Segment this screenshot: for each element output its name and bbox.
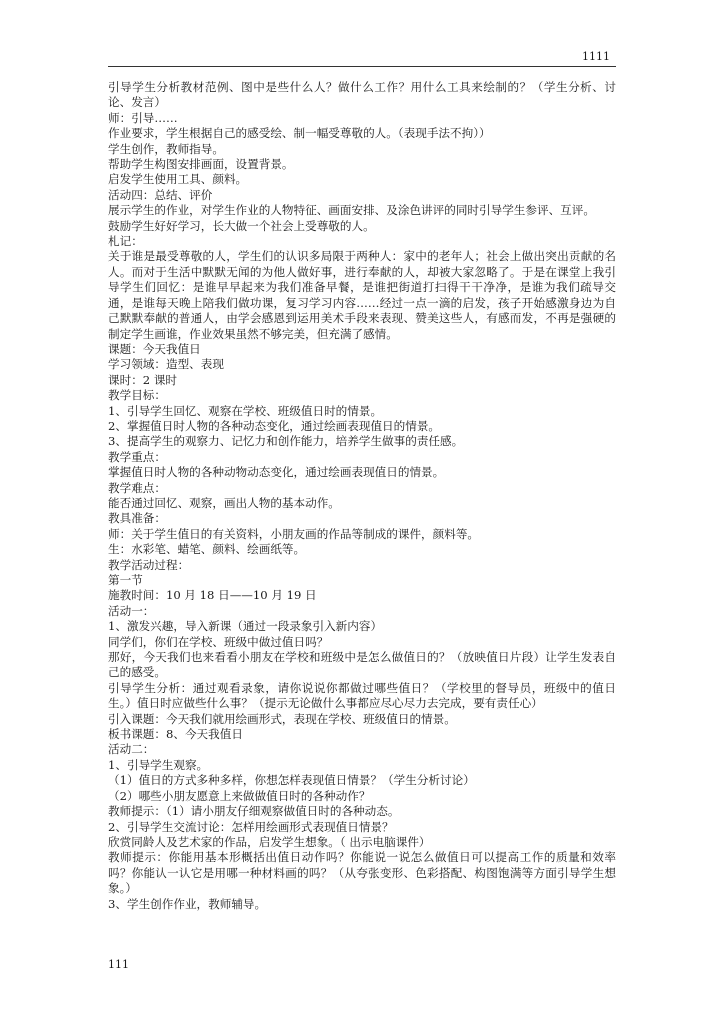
paragraph: 引入课题：今天我们就用绘画形式，表现在学校、班级值日的情景。	[108, 711, 456, 726]
paragraph: 学习领域：造型、表现	[108, 357, 224, 372]
paragraph: 掌握值日时人物的各种动物动态变化，通过绘画表现值日的情景。	[108, 465, 445, 480]
section-heading: 教学难点：	[108, 480, 166, 495]
paragraph: 那好，今天我们也来看看小朋友在学校和班级中是怎么做值日的？（放映值日片段）让学生发表自己的感受。	[108, 650, 616, 680]
document-body	[108, 80, 616, 912]
paragraph: 师：关于学生值日的有关资料，小朋友画的作品等制成的课件，颜料等。	[108, 526, 480, 541]
paragraph: 引导学生分析教材范例、图中是些什么人？做什么工作？用什么工具来绘制的？（学生分析、讨论、发言）	[108, 80, 616, 110]
section-heading: 教学活动过程：	[108, 557, 190, 572]
section-heading: 教学重点：	[108, 449, 166, 464]
paragraph: 课时：2 课时	[108, 372, 178, 387]
list-item: 3、提高学生的观察力、记忆力和创作能力，培养学生做事的责任感。	[108, 434, 464, 449]
list-item: 1、引导学生回忆、观察在学校、班级值日时的情景。	[108, 403, 383, 418]
footer-page-number: 111	[108, 958, 129, 971]
paragraph: 同学们，你们在学校、班级中做过值日吗？	[108, 634, 329, 649]
section-heading: 活动四：总结、评价	[108, 187, 213, 202]
paragraph: 生：水彩笔、蜡笔、颜料、绘画纸等。	[108, 542, 306, 557]
paragraph: 师：引导……	[108, 110, 178, 125]
list-item: （1）值日的方式多种多样，你想怎样表现值日情景？（学生分析讨论）	[108, 773, 475, 788]
list-item: 1、激发兴趣，导入新课（通过一段录象引入新内容）	[108, 619, 383, 634]
section-heading: 札记：	[108, 234, 143, 249]
section-heading: 教学目标：	[108, 388, 166, 403]
paragraph: 作业要求，学生根据自己的感受绘、制一幅受尊敬的人。（表现手法不拘））	[108, 126, 491, 141]
paragraph: 帮助学生构图安排画面，设置背景。	[108, 157, 294, 172]
list-item: 1、引导学生观察。	[108, 757, 209, 772]
list-item: （2）哪些小朋友愿意上来做做值日时的各种动作？	[108, 788, 371, 803]
list-item: 2、掌握值日时人物的各种动态变化，通过绘画表现值日的情景。	[108, 418, 441, 433]
paragraph: 学生创作，教师指导。	[108, 141, 224, 156]
list-item: 2、引导学生交流讨论：怎样用绘画形式表现值日情景？	[108, 819, 394, 834]
list-item: 3、学生创作作业，教师辅导。	[108, 896, 267, 911]
paragraph: 欣赏同龄人及艺术家的作品，启发学生想象。（ 出示电脑课件）	[108, 834, 431, 849]
paragraph: 板书课题：8、今天我值日	[108, 727, 243, 742]
paragraph: 关于谁是最受尊敬的人，学生们的认识多局限于两种人：家中的老年人；社会上做出突出贡献的名人。而对于生活中默默无闻的为他人做好事，进行奉献的人，却被大家忽略了。于是在课堂上我引导学生们回忆：是谁早早起来为我们准备早餐，是谁把街道打扫得干干净净，是谁为我们疏导交通，是谁每天晚上陪我们做功课，复习学习内容……经过一点一滴的启发，孩子开始感激身边为自己默默奉献的普通人，由学会感恩到运用美术手段来表现、赞美这些人，有感而发，不再是强硬的制定学生画谁，作业效果虽然不够完美，但充满了感情。	[108, 249, 616, 341]
paragraph: 引导学生分析：通过观看录象，请你说说你都做过哪些值日？（学校里的督导员，班级中的值日生。）值日时应做些什么事？（提示无论做什么事都应尽心尽力去完成，要有责任心）	[108, 680, 616, 711]
section-heading: 活动一：	[108, 603, 155, 618]
paragraph: 启发学生使用工具、颜料。	[108, 172, 248, 187]
header-rule	[108, 66, 616, 67]
section-heading: 活动二：	[108, 742, 155, 757]
paragraph: 能否通过回忆、观察，画出人物的基本动作。	[108, 495, 340, 510]
header-page-number: 1111	[582, 50, 610, 63]
lesson-title: 课题：今天我值日	[108, 341, 201, 356]
paragraph: 教师提示：你能用基本形概括出值日动作吗？你能说一说怎么做值日可以提高工作的质量和效率吗？你能认一认它是用哪一种材料画的吗？（从夸张变形、色彩搭配、构图饱满等方面引导学生想象。）	[108, 850, 616, 896]
paragraph: 施教时间：10 月 18 日——10 月 19 日	[108, 588, 317, 603]
section-heading: 教具准备：	[108, 511, 166, 526]
paragraph: 第一节	[108, 573, 143, 587]
paragraph: 鼓励学生好好学习，长大做一个社会上受尊敬的人。	[108, 218, 375, 233]
paragraph: 教师提示：（1）请小朋友仔细观察做值日时的各种动态。	[108, 804, 400, 819]
paragraph: 展示学生的作业，对学生作业的人物特征、画面安排、及涂色讲评的同时引导学生参评、互评。	[108, 203, 595, 218]
